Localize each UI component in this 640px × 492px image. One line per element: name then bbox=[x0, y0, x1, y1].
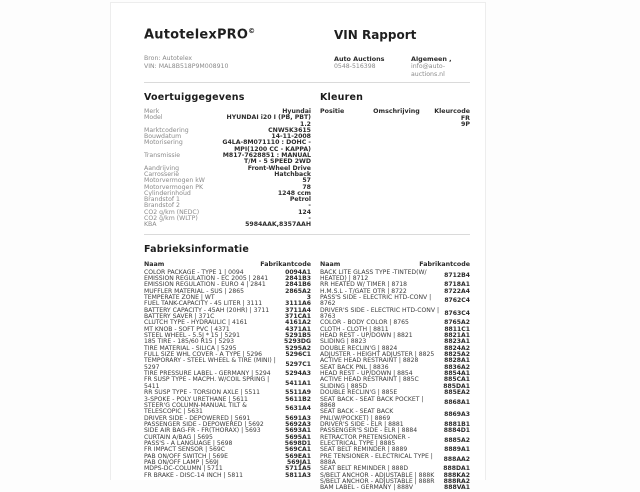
contact-company: Auto Auctions bbox=[334, 55, 385, 63]
contact-company-block bbox=[334, 55, 384, 71]
factory-row-code: 8823A1 bbox=[444, 338, 470, 346]
colors-header-positie: Positie bbox=[320, 108, 345, 115]
report-subheader bbox=[144, 55, 470, 77]
factory-row-code: 888RA2 bbox=[443, 477, 470, 485]
factory-row-name: STEER'G COLUMN-MANUAL TILT & TELESCOPIC | 5631 bbox=[144, 401, 247, 416]
factory-row-code: 8765A2 bbox=[444, 319, 470, 327]
factory-row-code: 5711A5 bbox=[285, 465, 311, 473]
factory-row-name: SEAT BACK PNL | 8836 bbox=[320, 363, 389, 371]
factory-row bbox=[320, 409, 470, 422]
factory-row-code: 5692A3 bbox=[285, 420, 311, 428]
vehicle-row-value: Hyundai bbox=[282, 108, 311, 115]
factory-row-code: 8763C4 bbox=[444, 309, 470, 317]
brand-name: AutotelexPRO bbox=[144, 27, 249, 43]
factory-row-name: BAM LABEL - GERMANY | 888V bbox=[320, 484, 413, 492]
factory-row-name: SEAT BACK - SEAT BACK PNL(W/POCKET) | 8869 bbox=[320, 408, 394, 422]
vehicle-row-label: Carrosserie bbox=[144, 170, 180, 178]
factory-row-name: PAB ON/OFF SWITCH | 569E bbox=[144, 452, 229, 460]
factory-row-code: 5611B2 bbox=[285, 395, 311, 403]
factory-row-name: FR SUSP TYPE - MACPH. W/COIL SPRING | 5411 bbox=[144, 376, 270, 390]
factory-row-code: 888DA1 bbox=[443, 465, 470, 473]
factory-row bbox=[320, 295, 470, 308]
section-divider bbox=[144, 234, 470, 235]
vehicle-row-label: Cylinderinhoud bbox=[144, 189, 191, 197]
factory-row-name: TIRE MATERIAL - SILICA | 5295 bbox=[144, 344, 237, 352]
factory-row-name: TIRE PRESSURE LABEL - GERMANY | 5294 bbox=[144, 370, 271, 378]
factory-name-header: Naam bbox=[144, 260, 165, 268]
factory-row-code: 5693A1 bbox=[285, 427, 311, 435]
source-block bbox=[144, 55, 228, 71]
factory-row-code: 3 bbox=[306, 294, 311, 302]
factory-row-name: HEAD REST - UP/DOWN | 8821 bbox=[320, 332, 413, 340]
factory-row-code: 5695A1 bbox=[285, 433, 311, 441]
factory-row-code: 0094A1 bbox=[285, 268, 311, 276]
factory-row-name: STEEL WHEEL - 5.5J * 15 | 5291 bbox=[144, 332, 240, 340]
factory-row-name: SEAT BELT REMINDER | 888D bbox=[320, 465, 409, 473]
factory-row-code: 5698D1 bbox=[284, 439, 311, 447]
factory-row-code: 371CA1 bbox=[284, 313, 311, 321]
vehicle-row-label: Aandrijving bbox=[144, 164, 180, 172]
factory-row-code: 8828A1 bbox=[444, 357, 470, 365]
factory-right-header bbox=[320, 261, 470, 268]
factory-name-header: Naam bbox=[320, 260, 341, 268]
factory-row-name: SEAT BELT REMINDER | 8889 bbox=[320, 446, 408, 454]
factory-row-name: BACK LITE GLASS TYPE -TINTED(W/ HEATED) | 8712 bbox=[320, 268, 427, 282]
factory-row-name: HEAD REST - UP/DOWN | 8854 bbox=[320, 370, 413, 378]
factory-row-code: 5511A9 bbox=[285, 389, 311, 397]
main-columns bbox=[144, 83, 470, 229]
factory-row-name: MUFFLER MATERIAL - SUS | 2865 bbox=[144, 287, 244, 295]
vehicle-row-label: CO2 g/km (NEDC) bbox=[144, 208, 200, 216]
colors-header-omschrijving: Omschrijving bbox=[373, 108, 420, 115]
factory-row bbox=[320, 485, 470, 491]
factory-row-code: 5293DG bbox=[283, 338, 311, 346]
vehicle-row-value: 1248 ccm bbox=[277, 189, 311, 197]
factory-row-code: 888AA2 bbox=[443, 455, 470, 463]
factory-row-name: COLOR - BODY COLOR | 8765 bbox=[320, 319, 409, 327]
source-line: Bron: Autotelex bbox=[144, 55, 193, 62]
vehicle-row bbox=[144, 153, 311, 166]
vin-line: VIN: MAL8B518P9M008910 bbox=[144, 63, 229, 70]
factory-row-code: 885CA1 bbox=[443, 376, 470, 384]
factory-code-header: Fabrikantcode bbox=[260, 260, 311, 268]
vehicle-row-value: HYUNDAI i20 I (PB, PBT) 1.2 bbox=[226, 114, 311, 128]
color-row-kleurcode: FR bbox=[460, 114, 470, 122]
vehicle-row-value: 14-11-2008 bbox=[271, 133, 311, 141]
factory-row-code: 5411A1 bbox=[285, 379, 311, 387]
factory-row-name: PASSENGER'S SIDE - ELR | 8884 bbox=[320, 427, 418, 435]
vehicle-row bbox=[144, 115, 311, 128]
factory-row-name: ACTIVE HEAD RESTRAINT | 885C bbox=[320, 376, 419, 384]
vehicle-data-list bbox=[144, 109, 311, 229]
color-row-kleurcode: 9P bbox=[461, 121, 470, 129]
vehicle-row-label: Bouwdatum bbox=[144, 133, 182, 141]
factory-row-name: SLIDING | 885D bbox=[320, 382, 368, 390]
contact-general-label: Algemeen , bbox=[411, 55, 452, 63]
vehicle-row-value: CNW5K3615 bbox=[268, 126, 311, 134]
vehicle-row-value: 78 bbox=[302, 183, 311, 191]
factory-right-column bbox=[320, 261, 470, 492]
vehicle-row-label: Motorvermogen kW bbox=[144, 177, 205, 185]
factory-row-code: 569JA1 bbox=[287, 458, 311, 466]
factory-row-name: TEMPERATE ZONE | WT bbox=[144, 294, 215, 302]
report-page bbox=[110, 2, 486, 492]
factory-code-header: Fabrikantcode bbox=[419, 260, 470, 268]
factory-row-name: MT KNOB - SOFT PVC | 4371 bbox=[144, 325, 230, 333]
factory-row-name: SEAT BACK - SEAT BACK POCKET | 8868 bbox=[320, 395, 424, 409]
vehicle-row-value: 124 bbox=[298, 208, 311, 216]
vehicle-row-label: KBA bbox=[144, 221, 157, 229]
factory-row-code: 5691A3 bbox=[285, 414, 311, 422]
factory-row-code: 8712B4 bbox=[444, 271, 470, 279]
factory-row-name: BATTERY SAVER | 371C bbox=[144, 313, 215, 321]
factory-row-code: 8722A4 bbox=[444, 287, 470, 295]
factory-row-name: RETRACTOR PRETENSIONER - ELECTRICAL TYPE | 8885 bbox=[320, 433, 410, 447]
factory-row-code: 8825A2 bbox=[444, 351, 470, 359]
factory-row-code: 4161A2 bbox=[285, 319, 311, 327]
factory-row-code: 3111A6 bbox=[285, 300, 311, 308]
factory-row-name: ADJUSTER - HEIGHT ADJUSTER | 8825 bbox=[320, 351, 435, 359]
factory-row-name: PASSENGER SIDE - DEPOWERED | 5692 bbox=[144, 420, 264, 428]
factory-row-name: DOUBLE RECLIN'G | 8824 bbox=[320, 344, 398, 352]
factory-row-code: 569EA1 bbox=[285, 452, 311, 460]
vehicle-section-title: Voertuiggegevens bbox=[144, 92, 245, 103]
vehicle-row-value: Front-Wheel Drive bbox=[247, 164, 311, 172]
factory-row-code: 8836A2 bbox=[444, 363, 470, 371]
factory-row-code: 885EA2 bbox=[444, 389, 470, 397]
factory-row-name: FULL SIZE WHL COVER - A TYPE | 5296 bbox=[144, 351, 263, 359]
factory-row-name: PASS'S - A LANGUAGE | 5698 bbox=[144, 439, 233, 447]
factory-row-code: 5631A4 bbox=[285, 405, 311, 413]
factory-row-name: EMISSION REGULATION - EC 2005 | 2841 bbox=[144, 274, 269, 282]
factory-row-name: FR IMPACT SENSOR | 569C bbox=[144, 446, 225, 454]
colors-header-kleurcode: Kleurcode bbox=[434, 108, 470, 115]
copyright-symbol: © bbox=[248, 27, 256, 35]
contact-general-block bbox=[411, 55, 470, 79]
vehicle-row-label: Marktcodering bbox=[144, 126, 189, 134]
factory-row-code: 8885A2 bbox=[444, 436, 470, 444]
color-row bbox=[320, 122, 470, 129]
factory-row-code: 2841B6 bbox=[285, 281, 311, 289]
factory-row-name: TEMPORARY - STEEL WHEEL & TIRE (MINI) | 5297 bbox=[144, 357, 276, 371]
factory-row-name: S/BELT ANCHOR - ADJUSTABLE | 888K bbox=[320, 471, 435, 479]
color-row-positie bbox=[320, 122, 375, 129]
factory-row-code: 5296C1 bbox=[285, 351, 311, 359]
colors-table-header bbox=[320, 109, 470, 116]
vehicle-row-value: - bbox=[308, 202, 311, 210]
factory-row-name: DRIVER SIDE - DEPOWERED | 5691 bbox=[144, 414, 251, 422]
vehicle-row-label: CO2 g/km (WLTP) bbox=[144, 215, 198, 223]
vehicle-row-label: Merk bbox=[144, 108, 160, 115]
vehicle-row-value: - bbox=[308, 215, 311, 223]
vehicle-row-label: Transmissie bbox=[144, 152, 181, 160]
factory-row-code: 5295A2 bbox=[285, 344, 311, 352]
factory-row-name: CURTAIN A/BAG | 5695 bbox=[144, 433, 213, 441]
factory-row-code: 8889A1 bbox=[444, 446, 470, 454]
factory-left-column bbox=[144, 261, 311, 479]
factory-row-name: CLUTCH TYPE - HYDRAULIC | 4161 bbox=[144, 319, 248, 327]
factory-row-name: COLOR PACKAGE - TYPE 1 | 0094 bbox=[144, 268, 244, 276]
factory-row-code: 8854A1 bbox=[444, 370, 470, 378]
factory-row-code: 8821A1 bbox=[444, 332, 470, 340]
factory-row-code: 8824A2 bbox=[444, 344, 470, 352]
factory-row-name: S/BELT ANCHOR - ADJUSTABLE | 888R bbox=[320, 477, 435, 485]
vehicle-row-label: Brandstof 1 bbox=[144, 196, 180, 204]
factory-row-code: 8762C4 bbox=[444, 297, 470, 305]
factory-row-code: 5291B5 bbox=[285, 332, 311, 340]
factory-row-name: EMISSION REGULATION - EURO 4 | 2841 bbox=[144, 281, 266, 289]
factory-row-code: 4371A1 bbox=[285, 325, 311, 333]
colors-section-title: Kleuren bbox=[320, 92, 364, 103]
vehicle-row-label: Brandstof 2 bbox=[144, 202, 180, 210]
factory-row-code: 888KA2 bbox=[443, 471, 470, 479]
factory-row-code: 5297C1 bbox=[285, 360, 311, 368]
factory-row bbox=[144, 473, 311, 479]
factory-row bbox=[144, 403, 311, 416]
colors-section bbox=[320, 83, 470, 129]
report-title: VIN Rapport bbox=[334, 28, 417, 42]
factory-row-code: 3711A4 bbox=[285, 306, 311, 314]
factory-row-code: 8869A3 bbox=[444, 411, 470, 419]
factory-section-title: Fabrieksinformatie bbox=[144, 243, 250, 255]
vehicle-row bbox=[144, 222, 311, 228]
factory-row-name: SIDE AIR BAG-FR - FR(THORAX) | 5693 bbox=[144, 427, 261, 435]
contact-phone: 0548-516398 bbox=[334, 63, 376, 70]
factory-row-code: 885DA1 bbox=[443, 382, 470, 390]
factory-row-name: DRIVER'S SIDE - ELECTRIC HTD-CONV | 8763 bbox=[320, 306, 439, 321]
vehicle-row-value: 57 bbox=[302, 177, 311, 185]
factory-row-code: 8718A1 bbox=[444, 281, 470, 289]
report-header bbox=[144, 27, 470, 51]
vehicle-row-value: Petrol bbox=[289, 196, 311, 204]
vehicle-row-value: M817-7628851 : MANUAL T/M - 5 SPEED 2WD bbox=[222, 152, 311, 166]
factory-row-name: 185 TIRE - 185/60 R15 | 5293 bbox=[144, 338, 235, 346]
factory-row-name: CLOTH - CLOTH | 8811 bbox=[320, 325, 389, 333]
factory-row-code: 5811A3 bbox=[285, 471, 311, 479]
vehicle-row-value: 5984AAK,8357AAH bbox=[245, 221, 311, 229]
factory-row-name: PRE TENSIONER - ELECTRICAL TYPE | 888A bbox=[320, 452, 433, 466]
factory-row-name: PASS'S SIDE - ELECTRIC HTD-CONV | 8762 bbox=[320, 294, 432, 308]
vehicle-row-label: Motorvermogen PK bbox=[144, 183, 204, 191]
factory-row-name: DOUBLE RECLIN'G | 885E bbox=[320, 389, 398, 397]
factory-row-code: 8881B1 bbox=[444, 420, 470, 428]
color-row-omschrijving bbox=[375, 122, 418, 129]
vehicle-row-value: Hatchback bbox=[274, 170, 311, 178]
factory-row-code: 569CA1 bbox=[284, 446, 311, 454]
factory-row-code: 888VA1 bbox=[444, 484, 470, 492]
brand-title bbox=[144, 27, 470, 42]
factory-row-code: 8868A1 bbox=[444, 398, 470, 406]
factory-row-name: BATTERY CAPACITY - 45AH (20HR) | 3711 bbox=[144, 306, 270, 314]
factory-row-code: 2841B3 bbox=[285, 274, 311, 282]
factory-row-name: FUEL TANK-CAPACITY - 45 LITER | 3111 bbox=[144, 300, 263, 308]
factory-right-body bbox=[320, 270, 470, 492]
color-row-omschrijving bbox=[375, 116, 418, 123]
factory-row-code: 2865A2 bbox=[285, 287, 311, 295]
factory-row-code: 8811C1 bbox=[444, 325, 470, 333]
factory-row-name: MDPS-DC-COLUMN | 5711 bbox=[144, 465, 223, 473]
color-row-positie bbox=[320, 116, 375, 123]
factory-row-name: 3-SPOKE - POLY URETHANE | 5611 bbox=[144, 395, 248, 403]
factory-row-name: FR BRAKE - DISC-14 INCH | 5811 bbox=[144, 471, 244, 479]
factory-row-code: 8884D1 bbox=[443, 427, 470, 435]
vehicle-row-label: Motorisering bbox=[144, 139, 183, 147]
vehicle-row-label: Model bbox=[144, 114, 163, 122]
vehicle-section bbox=[144, 83, 311, 229]
factory-row-name: DRIVER'S SIDE - ELR | 8881 bbox=[320, 420, 404, 428]
factory-row-name: H.M.S.L - T/GATE OTR | 8722 bbox=[320, 287, 407, 295]
factory-row-name: RR SUSP TYPE - TORSION AXLE | 5511 bbox=[144, 389, 260, 397]
colors-table-body bbox=[320, 116, 470, 129]
factory-row-name: PAB ON/OFF LAMP | 569J bbox=[144, 458, 219, 466]
factory-row-name: ACTIVE HEAD RESTRAINT | 8828 bbox=[320, 357, 419, 365]
vehicle-row-value: G4LA-8M071110 : DOHC - MPI(1200 CC - KAPPA) bbox=[222, 139, 311, 153]
factory-row-name: RR HEATED W/ TIMER | 8718 bbox=[320, 281, 408, 289]
factory-row-code: 5294A3 bbox=[285, 370, 311, 378]
factory-left-body bbox=[144, 270, 311, 479]
factory-row-name: SLIDING | 8823 bbox=[320, 338, 367, 346]
factory-left-header bbox=[144, 261, 311, 268]
factory-columns bbox=[144, 261, 470, 492]
color-row bbox=[320, 116, 470, 123]
contact-email: info@auto-auctions.nl bbox=[411, 63, 446, 78]
